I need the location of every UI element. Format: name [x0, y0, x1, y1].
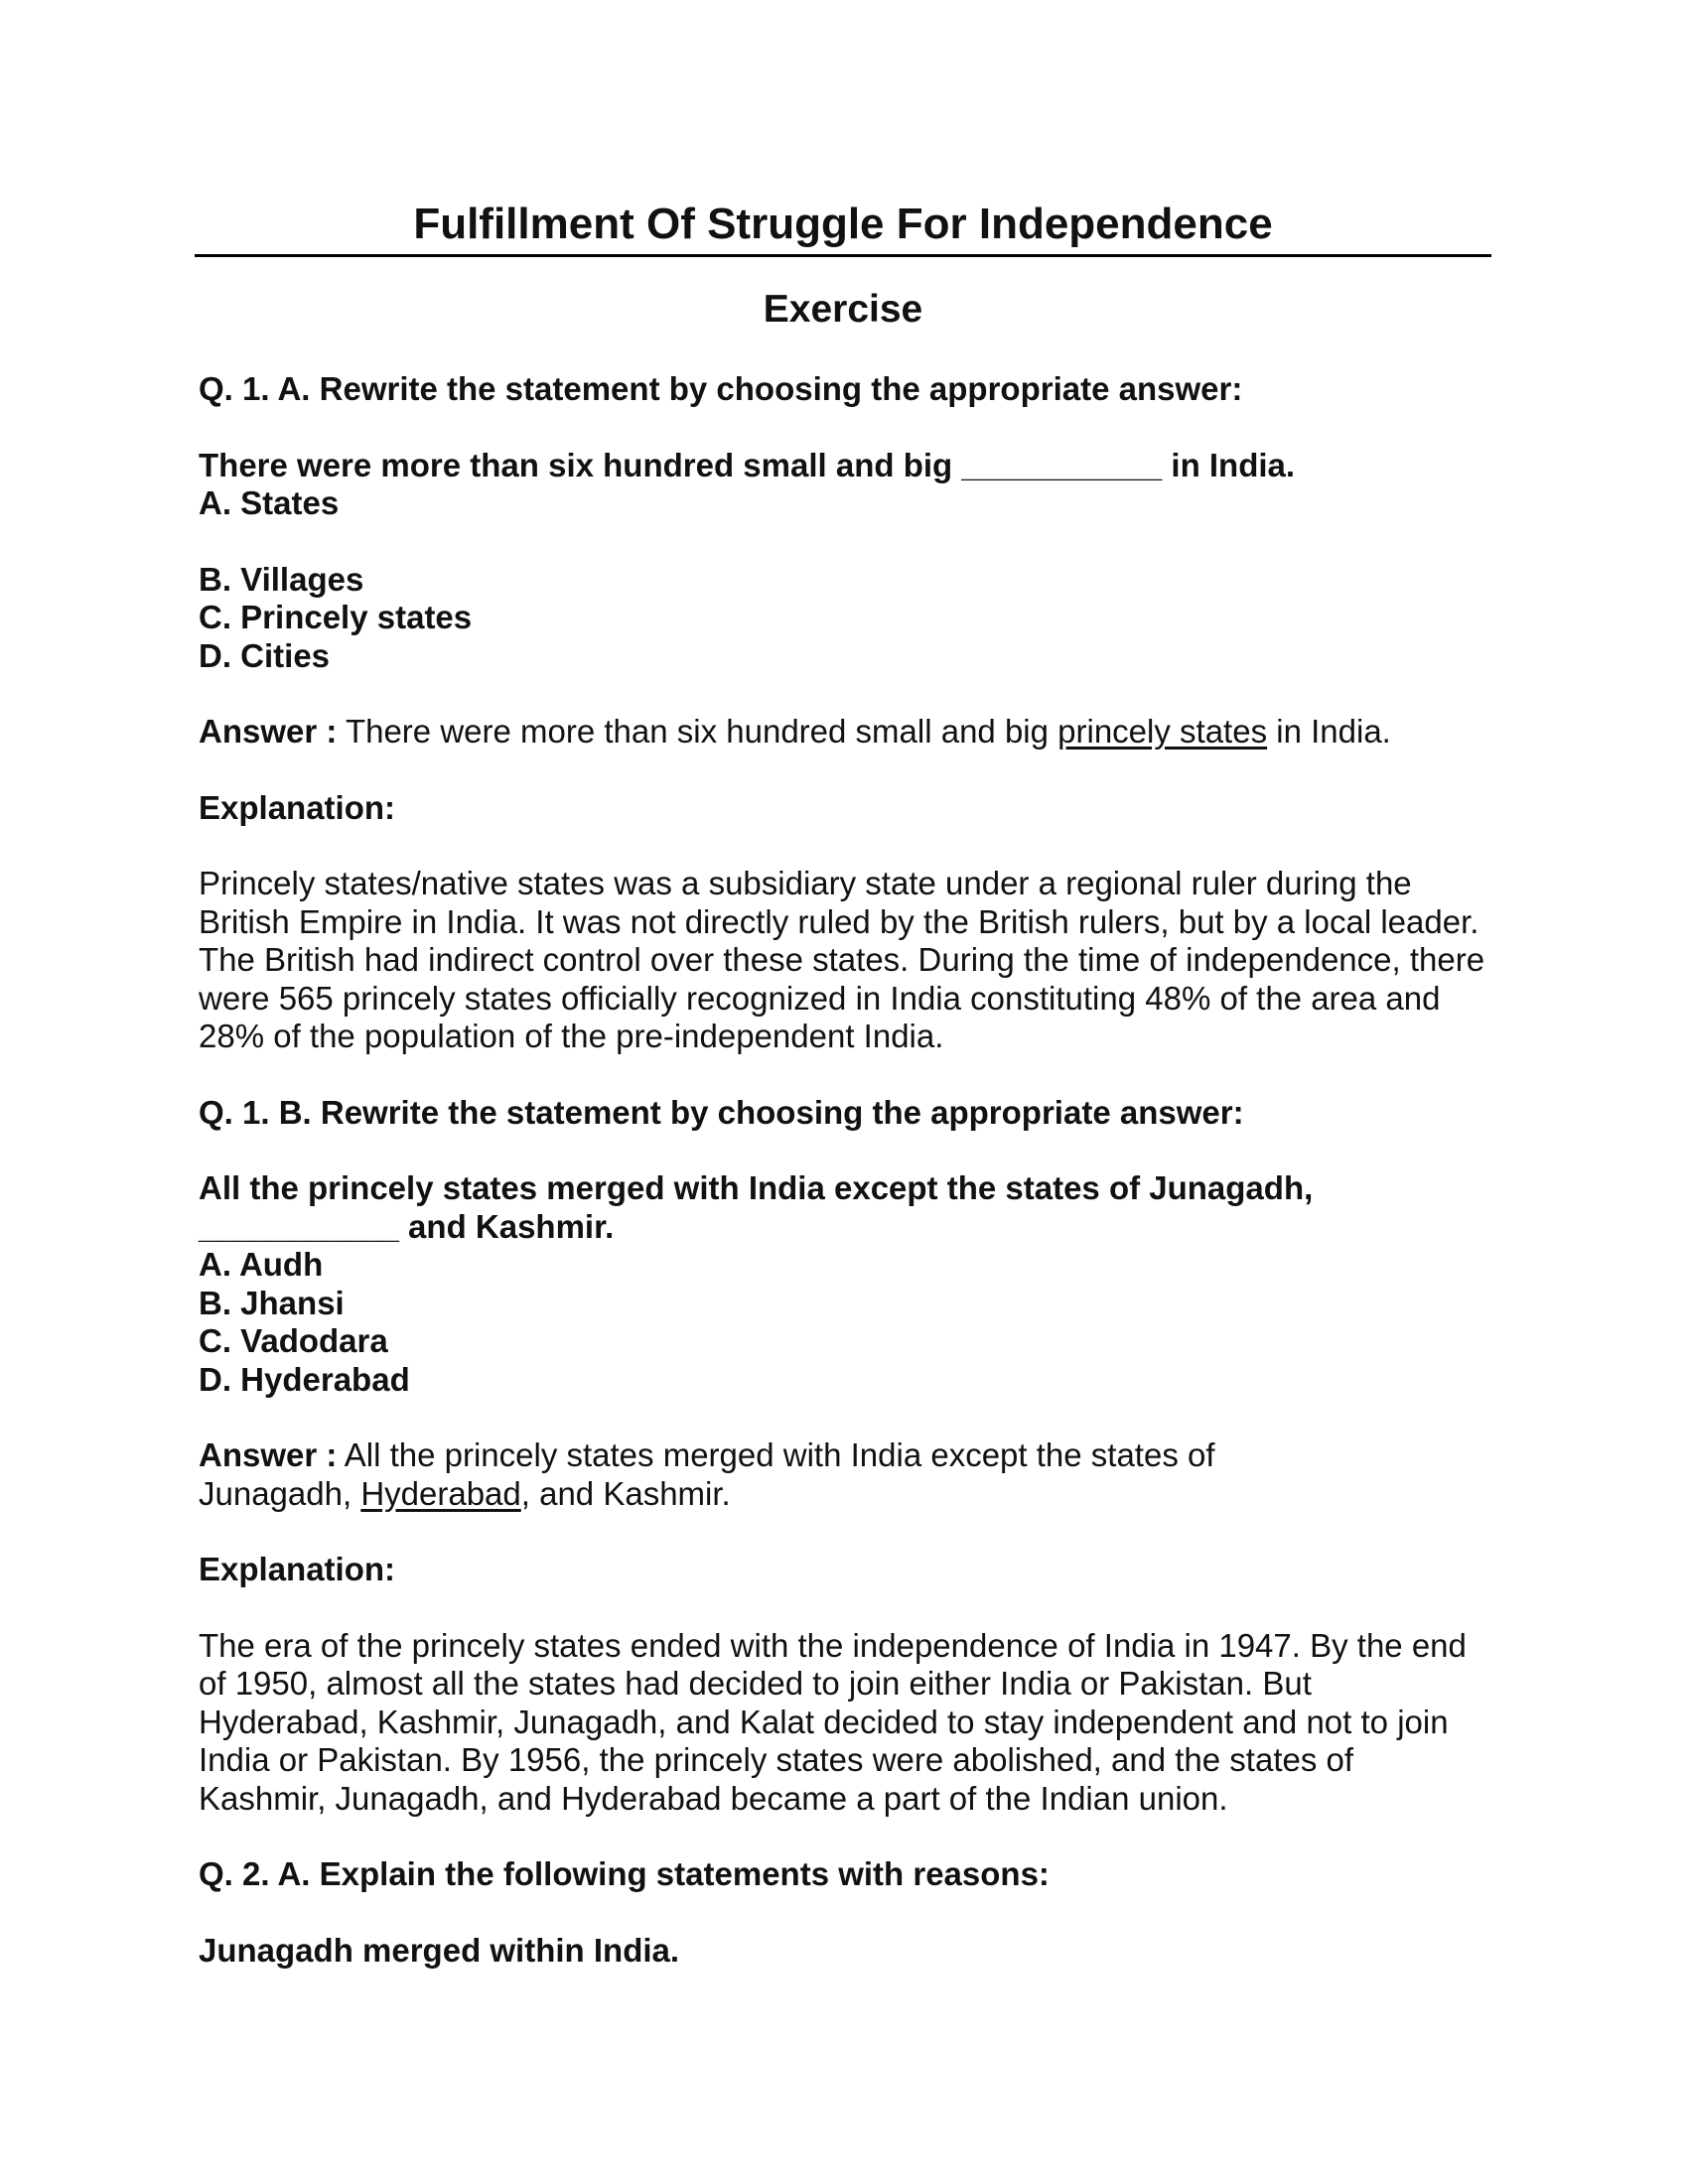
option-spacer — [199, 523, 1489, 561]
option-d: D. Cities — [199, 636, 331, 674]
section-subtitle: Exercise — [763, 288, 923, 331]
question-1a-options — [199, 484, 1489, 675]
question-1a-stem: There were more than six hundred small and big ___________ in India. — [199, 446, 1296, 483]
answer-underlined: princely states — [1057, 713, 1268, 750]
answer-text-before: There were more than six hundred small and big — [337, 713, 1058, 750]
question-1b-answer — [199, 1436, 1489, 1513]
answer-label: Answer : — [199, 1436, 338, 1473]
question-1b-heading: Q. 1. B. Rewrite the statement by choosing the appropriate answer: — [199, 1093, 1244, 1131]
option-a: A. Audh — [199, 1246, 324, 1283]
question-1b-stem-line1: All the princely states merged with India except the states of Junagadh, — [199, 1169, 1314, 1206]
exercise-content — [199, 370, 1489, 1970]
question-1a-explanation: Princely states/native states was a subsidiary state under a regional ruler during the British Empire in India. It was not directly ruled by the British rulers, but by a local leader. The British had indirect control over these states. During the time of independence, there were 565 princely states officially recognized in India constituting 48% of the area and 28% of the population of the pre-independent India. — [199, 865, 1485, 1054]
answer-text-before: All the princely states merged with India except the states of — [337, 1436, 1215, 1473]
option-d: D. Hyderabad — [199, 1360, 410, 1398]
option-c: C. Vadodara — [199, 1322, 388, 1359]
question-1b-stem-line2: ___________ and Kashmir. — [199, 1207, 615, 1245]
title-block — [195, 195, 1491, 257]
answer-text-after: , and Kashmir. — [520, 1474, 731, 1512]
question-1b-explanation: The era of the princely states ended with the independence of India in 1947. By the end of 1950, almost all the states had decided to join either India or Pakistan. But Hyderabad, Kashmir, Junagadh, and Kalat decided to stay independent and not to join India or Pakistan. By 1956, the princely states were abolished, and the states of Kashmir, Junagadh, and Hyderabad became a part of the Indian union. — [199, 1626, 1467, 1817]
document-title: Fulfillment Of Struggle For Independence — [413, 200, 1273, 248]
answer-underlined: Hyderabad — [360, 1474, 521, 1512]
question-2a-heading: Q. 2. A. Explain the following statements with reasons: — [199, 1855, 1050, 1892]
question-1a-heading: Q. 1. A. Rewrite the statement by choosing the appropriate answer: — [199, 370, 1243, 407]
answer-text-after: in India. — [1267, 713, 1391, 750]
question-1b-explanation-label: Explanation: — [199, 1551, 396, 1587]
option-a: A. States — [199, 484, 340, 521]
option-b: B. Villages — [199, 560, 364, 598]
question-1a-explanation-label: Explanation: — [199, 788, 396, 826]
question-1b-options — [199, 1246, 1489, 1399]
option-c: C. Princely states — [199, 599, 473, 635]
question-1a-answer — [199, 713, 1489, 751]
option-b: B. Jhansi — [199, 1284, 345, 1321]
question-2a-stem: Junagadh merged within India. — [199, 1931, 680, 1969]
answer-label: Answer : — [199, 713, 338, 750]
answer-text-before-2: Junagadh, — [199, 1474, 361, 1512]
